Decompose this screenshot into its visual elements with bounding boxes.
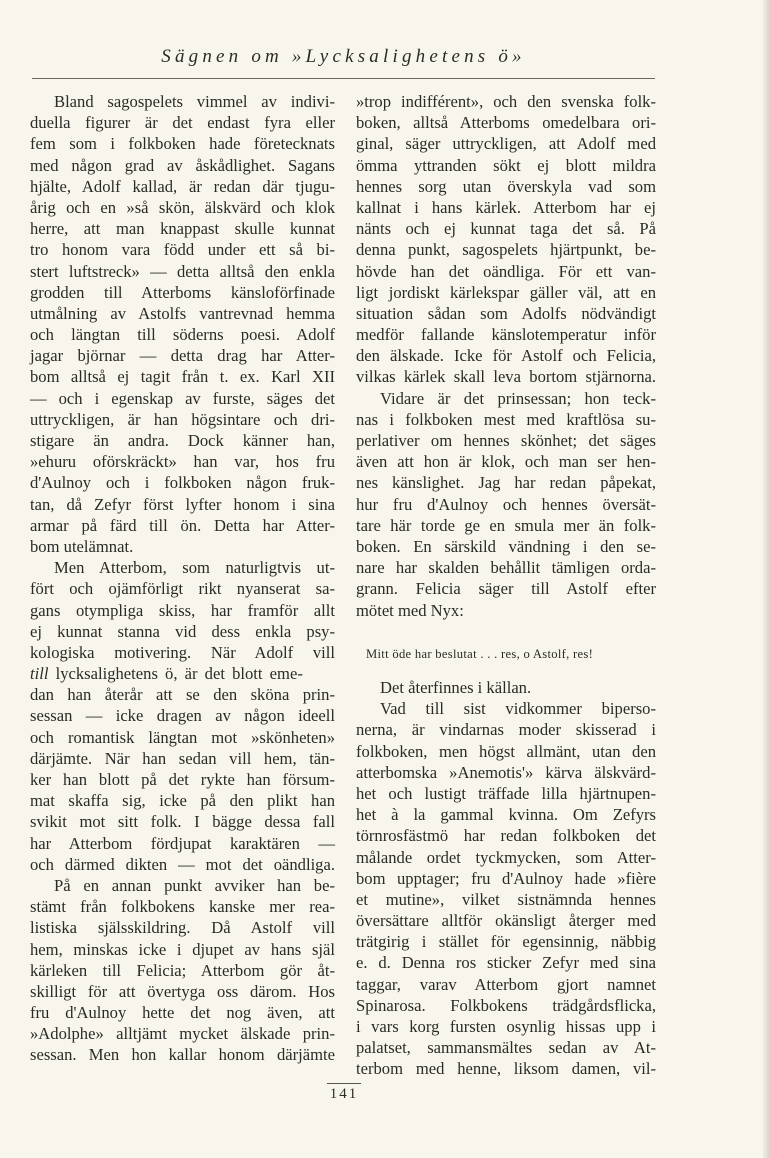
text-line: — och i egenskap av furste, säges det (30, 388, 335, 408)
text-line: dan han återår att se den sköna prin- (30, 685, 335, 705)
text-line: d'Aulnoy och i folkboken någon fruk- (30, 473, 335, 493)
text-line: grann. Felicia säger till Astolf efter (356, 579, 656, 599)
page-number: 141 (329, 1086, 359, 1102)
text-line: årig och en »så skön, älskvärd och klok (30, 197, 335, 217)
text-line: ginal, säger uttryckligen, att Adolf med (356, 134, 656, 154)
left-column (30, 91, 335, 1066)
text-line: Det återfinnes i källan. (380, 678, 532, 697)
text-line: »ehuru oförskräckt» han var, hos fru (30, 452, 335, 472)
text-line: därjämte. När han sedan vill hem, tän- (30, 748, 335, 768)
text-line: palatset, sammansmältes sedan av At- (356, 1038, 656, 1058)
text-line: hjälte, Adolf kallad, är redan där tjugu- (30, 176, 335, 196)
text-line: törnrosfästmö har redan folkboken det (356, 826, 656, 846)
text-line: skilligt för att övertyga oss därom. Hos (30, 981, 335, 1001)
verse-quote: Mitt öde har beslutat . . . res, o Astolf, res! (366, 647, 594, 661)
text-line: och romantisk längtan mot »skönheten» (30, 727, 335, 747)
text-line: hem, minskas icke i djupet av hans själ (30, 939, 335, 959)
text-line: gans otympliga skiss, har framför allt (30, 600, 335, 620)
page-edge (763, 0, 769, 1158)
text-line: svikit mot sitt folk. I bägge dessa fall (30, 812, 335, 832)
text-line: trätgirig i stället för egensinnig, näbbig (356, 932, 656, 952)
text-line: duella figurer är det endast fyra eller (30, 113, 335, 133)
text-line: kallnat i hans kärlek. Atterbom har ej (356, 197, 656, 217)
text-line: sessan — icke dragen av någon ideell (30, 706, 335, 726)
text-line: hövde han det oändliga. För ett van- (356, 261, 656, 281)
text-line: och därmed dikten — mot det oändliga. (30, 854, 335, 874)
text-line: nänts och ej kunnat taga det så. På (356, 219, 656, 239)
text-line: mötet med Nyx: (356, 600, 464, 620)
text-line: mat skaffa sig, icke på den plikt han (30, 791, 335, 811)
text-line: stigare än andra. Dock känner han, (30, 431, 335, 450)
text-line: e. d. Denna ros sticker Zefyr med sina (356, 953, 656, 973)
text-line: denna punkt, sagospelets hjärtpunkt, be- (356, 240, 656, 260)
header-rule (32, 78, 655, 79)
text-line: tare här torde ge en smula mer än folk- (356, 515, 656, 535)
text-line: situation sådan som Adolfs nödvändigt (356, 303, 656, 323)
text-line: Men Atterbom, som naturligtvis ut- (54, 558, 335, 578)
text-line: sessan. Men hon kallar honom därjämte (30, 1045, 335, 1065)
text-line: boken. En särskild vändning i den se- (356, 536, 656, 556)
text-line: stämt från folkbokens kanske mer rea- (30, 897, 335, 917)
text-line: På en annan punkt avviker han be- (54, 875, 335, 895)
text-line: het à la gammal kvinna. Om Zefyrs (356, 805, 656, 825)
text-line: listiska själsskildring. Då Astolf vill (30, 918, 335, 938)
right-column-bottom (356, 677, 656, 1080)
text-line: tan, då Zefyr först lyfter honom i sina (30, 494, 335, 514)
text-line: stert luftstreck» — detta alltså den enkla (30, 261, 335, 281)
footer-rule (327, 1083, 361, 1084)
text-line: boken, alltså Atterboms omedelbara ori- (356, 113, 656, 133)
text-line: även att hon är klok, och man ser hen- (356, 452, 656, 472)
text-line: jagar björnar — detta drag har Atter- (30, 346, 335, 366)
text-line (30, 663, 335, 684)
running-head: Sägnen om »Lycksalighetens ö» (161, 46, 526, 67)
text-line: ej kunnat stanna vid dess enkla psy- (30, 621, 335, 641)
text-line: har Atterbom fördjupat karaktären — (30, 833, 335, 853)
text-line: »trop indifférent», och den svenska folk- (356, 92, 656, 111)
text-line: utmålning av Astolfs vantrevnad hemma (30, 303, 335, 323)
text-line: Bland sagospelets vimmel av indivi- (54, 92, 335, 111)
text-line: »Adolphe» alltjämt mycket älskade prin- (30, 1024, 335, 1044)
text-line: tro honom vara född under ett så bi- (30, 240, 335, 260)
text-line: atterbomska »Anemotis'» kärva älskvärd- (356, 762, 656, 782)
text-line: fem som i folkboken hade företecknats (30, 134, 335, 154)
text-line: bom utelämnat. (30, 536, 134, 556)
text-line: uttryckligen, är han högsintare och dri- (30, 409, 335, 429)
text-line: fört och ojämförligt rikt nyanserat sa- (30, 579, 335, 599)
text-line: Vad till sist vidkommer biperso- (380, 699, 656, 719)
italic-word: till (30, 664, 49, 684)
text-line: kologiska motivering. När Adolf vill (30, 642, 335, 662)
right-column-top (356, 91, 656, 621)
text-line: och längtan till söderns poesi. Adolf (30, 325, 335, 345)
text-line: hennes sorg utan överskyla vad som (356, 176, 656, 196)
text-line: målande ordet tyckmycken, som Atter- (356, 847, 656, 867)
text-line: fru d'Aulnoy hette det nog även, att (30, 1003, 335, 1023)
text-line: medför fallande känslotemperatur inför (356, 325, 656, 345)
text-line: med någon grad av åskådlighet. Sagans (30, 155, 335, 175)
text-line: nes känslighet. Jag har redan påpekat, (356, 473, 656, 493)
text-line: vilkas kärlek skall leva bortom stjärnorna. (356, 367, 656, 387)
text-line: het och lustigt träffade lilla hjärtnupen- (356, 783, 656, 803)
text-line: terbom med henne, liksom damen, vil- (356, 1059, 656, 1079)
text-line: översättare alltför okänsligt återger med (356, 911, 656, 931)
text-line: Spinarosa. Folkbokens trädgårdsflicka, (356, 995, 656, 1015)
text-line: ker han blott på det rykte han försum- (30, 770, 335, 789)
text-line: den älskade. Icke för Astolf och Felicia, (356, 346, 656, 366)
text-line: taggar, varav Atterbom gjort namnet (356, 974, 656, 994)
text-line: i vars korg fursten osynlig hissas upp i (356, 1017, 656, 1036)
text-line: perlativer om hennes skönhet; det säges (356, 431, 656, 450)
text-line: bom alltså ej tagit från t. ex. Karl XII (30, 367, 335, 387)
text-line: nare har skalden behållit tämligen orda- (356, 558, 656, 578)
text-line: nerna, är vindarnas moder skisserad i (356, 720, 656, 740)
text-line: bom upptager; fru d'Aulnoy hade »fière (356, 868, 656, 888)
text-line: hur fru d'Aulnoy och hennes översät- (356, 494, 656, 514)
text-line: et mutine», vilket sistnämnda hennes (356, 889, 656, 909)
text-line: kärleken till Felicia; Atterbom gör åt- (30, 960, 335, 980)
text-line: folkboken, men högst allmänt, utan den (356, 741, 656, 761)
text-line: grodden till Atterboms känsloförfinade (30, 282, 335, 302)
text-line: armar på färd till ön. Detta har Atter- (30, 515, 335, 535)
text-line: Vidare är det prinsessan; hon teck- (380, 388, 656, 408)
text-line: nas i folkboken mest med kraftlösa su- (356, 409, 656, 429)
text-line: ömma yttranden sökt ej blott mildra (356, 155, 656, 175)
line-text: lycksalighetens ö, är det blott eme- (48, 664, 303, 684)
text-line: herre, att man knappast skulle kunnat (30, 219, 335, 239)
text-line: ligt jordiskt kärlekspar gäller väl, att en (356, 282, 656, 302)
